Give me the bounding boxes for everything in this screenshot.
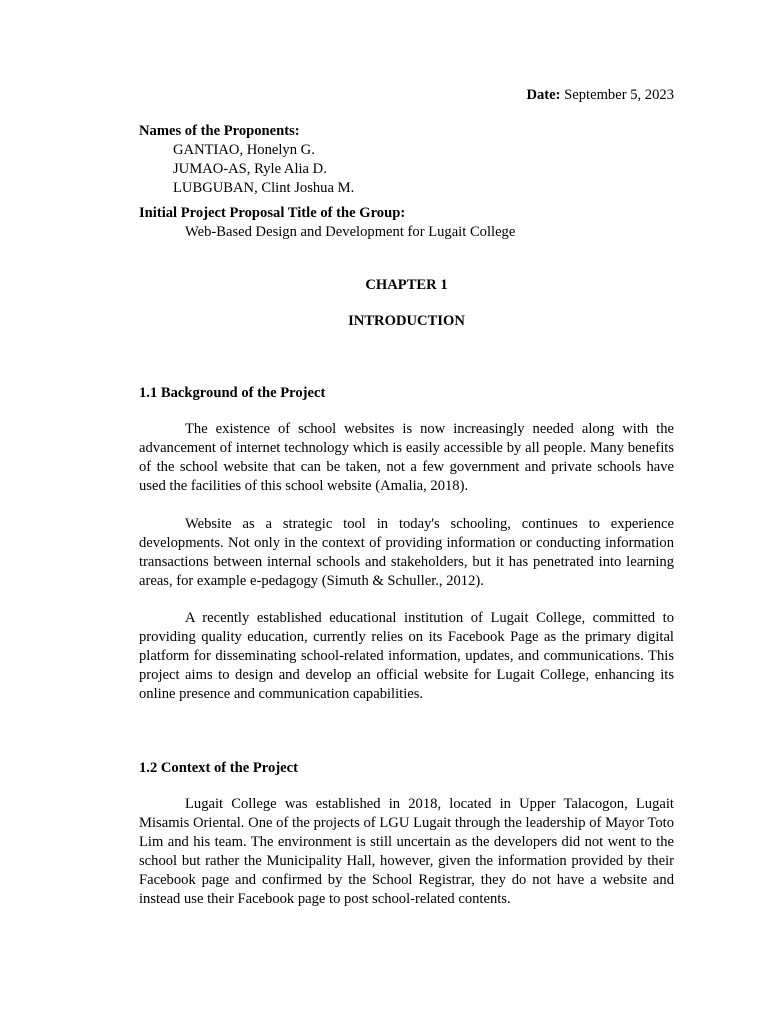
- proposal-title: Web-Based Design and Development for Lugait College: [185, 224, 516, 240]
- proponent-name: JUMAO-AS, Ryle Alia D.: [173, 161, 327, 177]
- paragraph: A recently established educational institution of Lugait College, committed to providing quality education, currently relies on its Facebook Page as the primary digital platform for disseminating school-related information, updates, and communications. This project aims to design and develop an official website for Lugait College, enhancing its online presence and communication capabilities.: [139, 610, 674, 702]
- section-heading-context: 1.2 Context of the Project: [139, 760, 298, 776]
- chapter-number: CHAPTER 1: [365, 277, 448, 293]
- proponent-name: LUBGUBAN, Clint Joshua M.: [173, 180, 355, 196]
- proponents-block: [139, 122, 674, 198]
- paragraph: The existence of school websites is now increasingly needed along with the advancement of internet technology which is easily accessible by all people. Many benefits of the school website that can be taken, not a few government and private schools have used the facilities of this school website (Amalia, 2018).: [139, 421, 674, 494]
- date-value: September 5, 2023: [564, 87, 674, 103]
- proponent-name: GANTIAO, Honelyn G.: [173, 142, 315, 158]
- paragraph: Lugait College was established in 2018, located in Upper Talacogon, Lugait Misamis Oriental. One of the projects of LGU Lugait through the leadership of Mayor Toto Lim and his team. The environment is still uncertain as the developers did not went to the school but rather the Municipality Hall, however, given the information provided by their Facebook page and confirmed by the School Registrar, they do not have a website and instead use their Facebook page to post school-related contents.: [139, 796, 674, 907]
- date-label: Date:: [526, 87, 561, 103]
- proposal-heading: Initial Project Proposal Title of the Group:: [139, 205, 406, 221]
- date-line: [526, 86, 674, 105]
- paragraph: Website as a strategic tool in today's schooling, continues to experience developments. Not only in the context of providing information or conducting information transactions between internal schools and stakeholders, but it has penetrated into learning areas, for example e-pedagogy (Simuth & Schuller., 2012).: [139, 516, 674, 589]
- proponents-heading: Names of the Proponents:: [139, 123, 300, 139]
- proposal-block: [139, 204, 674, 242]
- section-heading-background: 1.1 Background of the Project: [139, 385, 326, 401]
- chapter-title: INTRODUCTION: [348, 313, 465, 329]
